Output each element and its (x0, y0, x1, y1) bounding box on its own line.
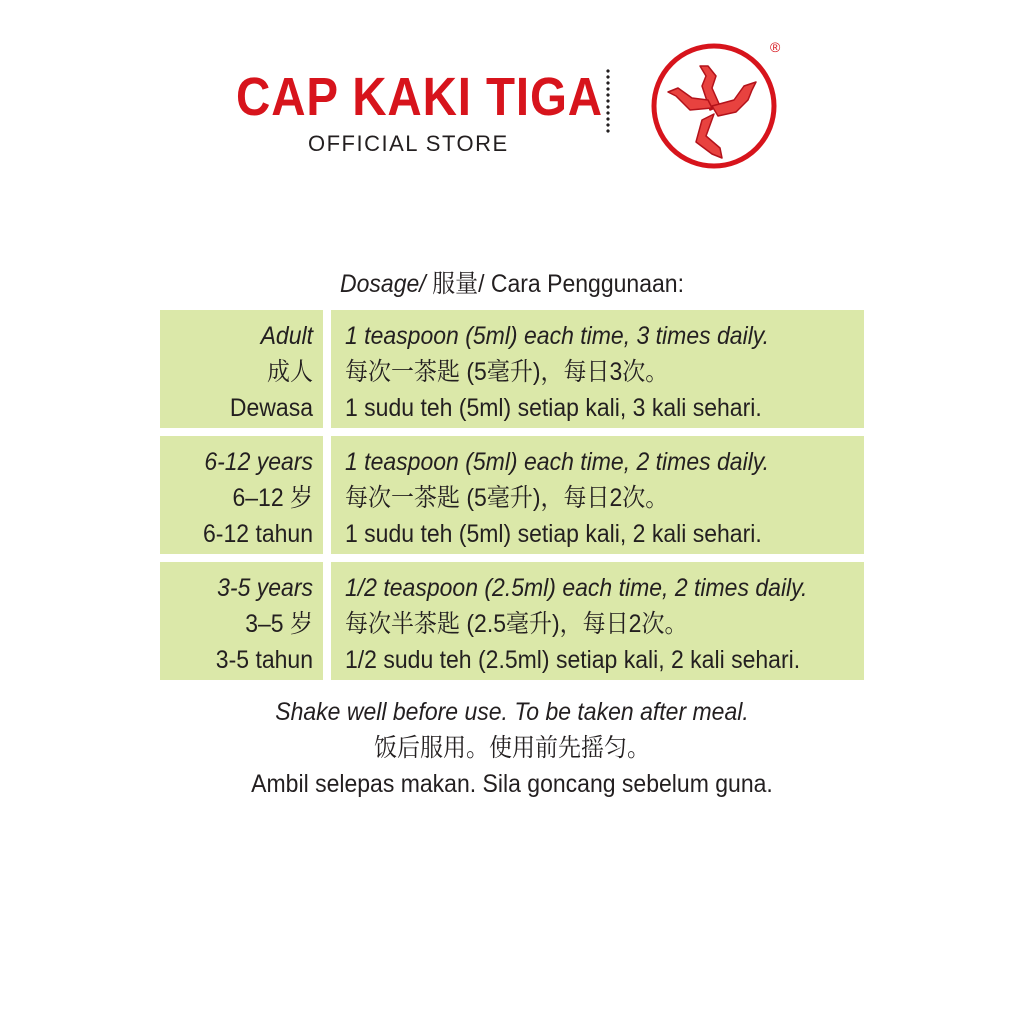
instruction-ms: 1 sudu teh (5ml) setiap kali, 3 kali sehari. (345, 394, 762, 422)
dosage-title-en: Dosage/ (340, 270, 426, 298)
instruction-zh: 每次一茶匙 (5毫升)，每日2次。 (345, 484, 669, 512)
note-ms: Ambil selepas makan. Sila goncang sebelum guna. (251, 770, 773, 798)
instruction-en: 1 teaspoon (5ml) each time, 3 times daily. (345, 322, 769, 350)
instruction-ms: 1 sudu teh (5ml) setiap kali, 2 kali sehari. (345, 520, 762, 548)
age-zh: 3–5 岁 (245, 610, 313, 638)
age-cell (160, 436, 323, 554)
age-ms: 6-12 tahun (203, 520, 313, 548)
note-en: Shake well before use. To be taken after meal. (275, 698, 749, 726)
dosage-row-3-5 (160, 562, 864, 680)
instruction-cell (331, 436, 864, 554)
instruction-en: 1 teaspoon (5ml) each time, 2 times daily. (345, 448, 769, 476)
brand-name: CAP KAKI TIGA (236, 67, 603, 127)
cap-kaki-tiga-logo (648, 36, 788, 176)
age-en: 6-12 years (204, 448, 313, 476)
instruction-ms: 1/2 sudu teh (2.5ml) setiap kali, 2 kali sehari. (345, 646, 801, 674)
dosage-row-adult (160, 310, 864, 428)
age-cell (160, 310, 323, 428)
age-en: 3-5 years (217, 574, 313, 602)
instruction-zh: 每次一茶匙 (5毫升)，每日3次。 (345, 358, 669, 386)
age-zh: 6–12 岁 (232, 484, 313, 512)
header-divider (605, 68, 611, 134)
dosage-title-ms: Cara Penggunaan: (490, 270, 684, 298)
instruction-en: 1/2 teaspoon (2.5ml) each time, 2 times daily. (345, 574, 808, 602)
instruction-cell (331, 562, 864, 680)
age-cell (160, 562, 323, 680)
instruction-cell (331, 310, 864, 428)
dosage-title (41, 266, 983, 302)
age-zh: 成人 (266, 358, 313, 386)
instruction-zh: 每次半茶匙 (2.5毫升)，每日2次。 (345, 610, 688, 638)
dosage-row-6-12 (160, 436, 864, 554)
dosage-title-zh: 服量/ (425, 270, 491, 298)
age-en: Adult (260, 322, 313, 350)
registered-mark: ® (770, 39, 781, 55)
usage-notes (0, 694, 1024, 802)
age-ms: Dewasa (229, 394, 313, 422)
note-zh: 饭后服用。使用前先摇匀。 (373, 734, 650, 762)
brand-subtitle: OFFICIAL STORE (308, 131, 509, 156)
age-ms: 3-5 tahun (215, 646, 313, 674)
